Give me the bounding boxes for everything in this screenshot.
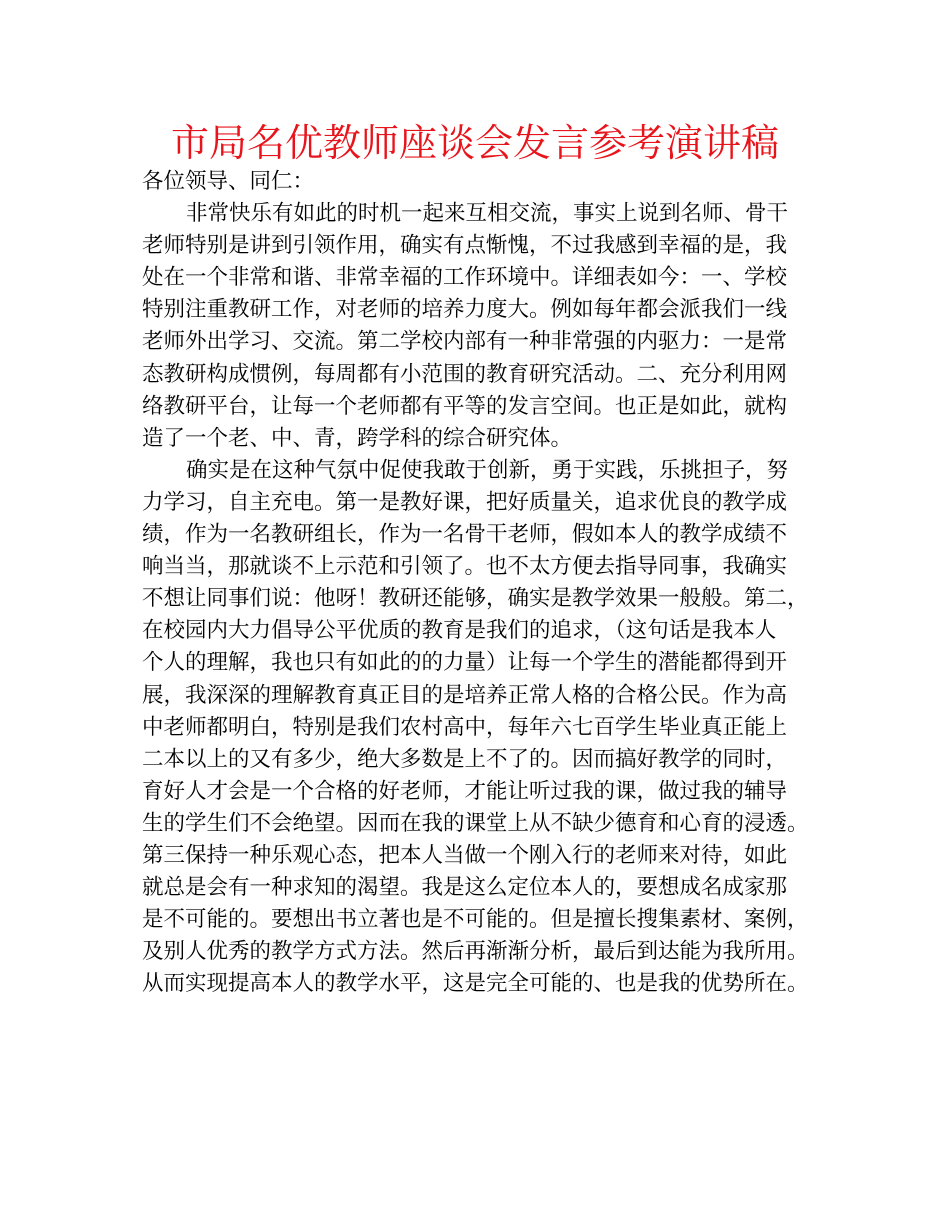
text-line: 络教研平台，让每一个老师都有平等的发言空间。也正是如此，就构 [142, 393, 788, 419]
text-line: 是不可能的。要想出书立著也是不可能的。但是擅长搜集素材、案例， [142, 907, 809, 933]
text-line: 确实是在这种气氛中促使我敢于创新，勇于实践，乐挑担子，努 [186, 457, 789, 483]
text-line: 老师外出学习、交流。第二学校内部有一种非常强的内驱力：一是常 [142, 329, 788, 355]
text-line: 及别人优秀的教学方式方法。然后再渐渐分析，最后到达能为我所用。 [142, 939, 809, 965]
document-title: 市局名优教师座谈会发言参考演讲稿 [170, 121, 779, 165]
text-line: 特别注重教研工作，对老师的培养力度大。例如每年都会派我们一线 [142, 297, 788, 323]
text-line: 态教研构成惯例，每周都有小范围的教育研究活动。二、充分利用网 [142, 361, 788, 387]
text-line: 生的学生们不会绝望。因而在我的课堂上从不缺少德育和心育的浸透。 [142, 810, 809, 836]
text-line: 从而实现提高本人的教学水平，这是完全可能的、也是我的优势所在。 [142, 971, 809, 997]
paragraph-2 [142, 455, 820, 1001]
text-line: 造了一个老、中、青，跨学科的综合研究体。 [142, 425, 573, 451]
paragraph-1 [142, 198, 820, 455]
text-line: 二本以上的又有多少，绝大多数是上不了的。因而搞好教学的同时， [142, 746, 788, 772]
text-line: 第三保持一种乐观心态，把本人当做一个刚入行的老师来对待，如此 [142, 842, 788, 868]
text-line: 个人的理解，我也只有如此的的力量）让每一个学生的潜能都得到开 [142, 650, 788, 676]
text-line: 不想让同事们说：他呀！教研还能够，确实是教学效果一般般。第二， [142, 586, 809, 612]
greeting-line: 各位领导、同仁： [142, 169, 315, 194]
document-body [142, 166, 820, 1000]
text-line: 展，我深深的理解教育真正目的是培养正常人格的合格公民。作为高 [142, 682, 788, 708]
text-line: 处在一个非常和谐、非常幸福的工作环境中。详细表如今：一、学校 [142, 265, 788, 291]
text-line: 老师特别是讲到引领作用，确实有点惭愧，不过我感到幸福的是，我 [142, 233, 788, 259]
text-line: 非常快乐有如此的时机一起来互相交流，事实上说到名师、骨干 [186, 201, 789, 227]
text-line: 就总是会有一种求知的渴望。我是这么定位本人的，要想成名成家那 [142, 875, 788, 901]
text-line: 绩，作为一名教研组长，作为一名骨干老师，假如本人的教学成绩不 [142, 522, 788, 548]
text-line: 响当当，那就谈不上示范和引领了。也不太方便去指导同事，我确实 [142, 554, 788, 580]
text-line: 在校园内大力倡导公平优质的教育是我们的追求，（这句话是我本人 [142, 618, 777, 644]
text-line: 力学习，自主充电。第一是教好课，把好质量关，追求优良的教学成 [142, 489, 788, 515]
text-line: 中老师都明白，特别是我们农村高中，每年六七百学生毕业真正能上 [142, 714, 788, 740]
text-line: 育好人才会是一个合格的好老师，才能让听过我的课，做过我的辅导 [142, 778, 788, 804]
